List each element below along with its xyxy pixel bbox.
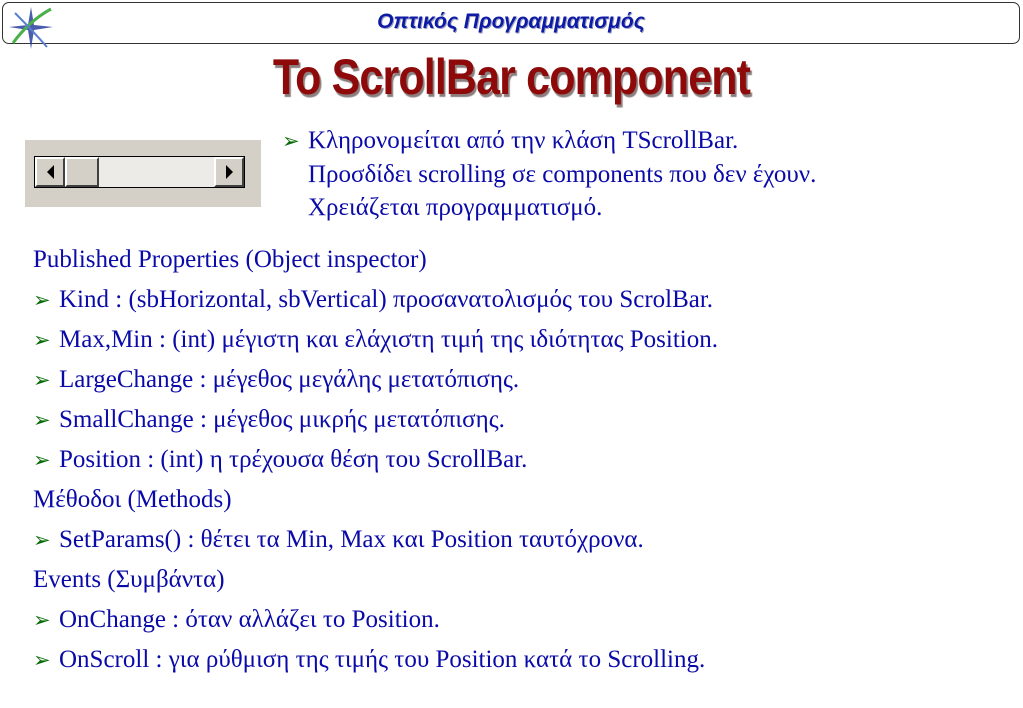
section-heading: Μέθοδοι (Methods) — [33, 486, 232, 513]
right-arrow-icon — [226, 165, 233, 179]
scroll-track — [99, 157, 214, 187]
arrow-bullet-icon: ➢ — [33, 408, 51, 432]
scrollbar-image — [25, 140, 261, 207]
arrow-bullet-icon: ➢ — [33, 368, 51, 392]
content-list — [33, 240, 718, 680]
left-arrow-icon — [47, 165, 54, 179]
intro-line: Προσδίδει scrolling σε components που δεν έχουν. — [308, 161, 817, 188]
intro-line: ➢ Κληρονομείται από την κλάση TScrollBar. — [282, 124, 816, 158]
header-bar — [2, 2, 1020, 44]
list-item: ➢ OnScroll : για ρύθμιση της τιμής του Position κατά το Scrolling. — [33, 640, 718, 680]
header-title: Οπτικός Προγραμματισμός — [377, 10, 645, 33]
slide-title: To ScrollBar component — [272, 49, 751, 105]
arrow-bullet-icon: ➢ — [33, 528, 51, 552]
list-item: ➢ OnChange : όταν αλλάζει το Position. — [33, 600, 718, 640]
list-item: ➢ Max,Min : (int) μέγιστη και ελάχιστη τιμή της ιδιότητας Position. — [33, 320, 718, 360]
arrow-bullet-icon: ➢ — [33, 648, 51, 672]
arrow-bullet-icon: ➢ — [282, 129, 300, 153]
arrow-bullet-icon: ➢ — [33, 608, 51, 632]
section-heading: Events (Συμβάντα) — [33, 566, 225, 593]
arrow-bullet-icon: ➢ — [33, 328, 51, 352]
list-item: ➢ Position : (int) η τρέχουσα θέση του ScrollBar. — [33, 440, 718, 480]
list-item: ➢ Kind : (sbHorizontal, sbVertical) προσανατολισμός του ScrolBar. — [33, 280, 718, 320]
scrollbar-sample — [34, 156, 245, 188]
list-item: ➢ SetParams() : θέτει τα Min, Max και Position ταυτόχρονα. — [33, 520, 718, 560]
list-item: ➢ SmallChange : μέγεθος μικρής μετατόπισης. — [33, 400, 718, 440]
scroll-right-button — [214, 157, 244, 187]
intro-text — [282, 124, 816, 224]
section-heading: Published Properties (Object inspector) — [33, 246, 427, 273]
intro-line: Χρειάζεται προγραμματισμό. — [308, 194, 603, 221]
arrow-bullet-icon: ➢ — [33, 288, 51, 312]
scroll-thumb — [65, 157, 99, 187]
arrow-bullet-icon: ➢ — [33, 448, 51, 472]
list-item: ➢ LargeChange : μέγεθος μεγάλης μετατόπισης. — [33, 360, 718, 400]
scroll-left-button — [35, 157, 65, 187]
